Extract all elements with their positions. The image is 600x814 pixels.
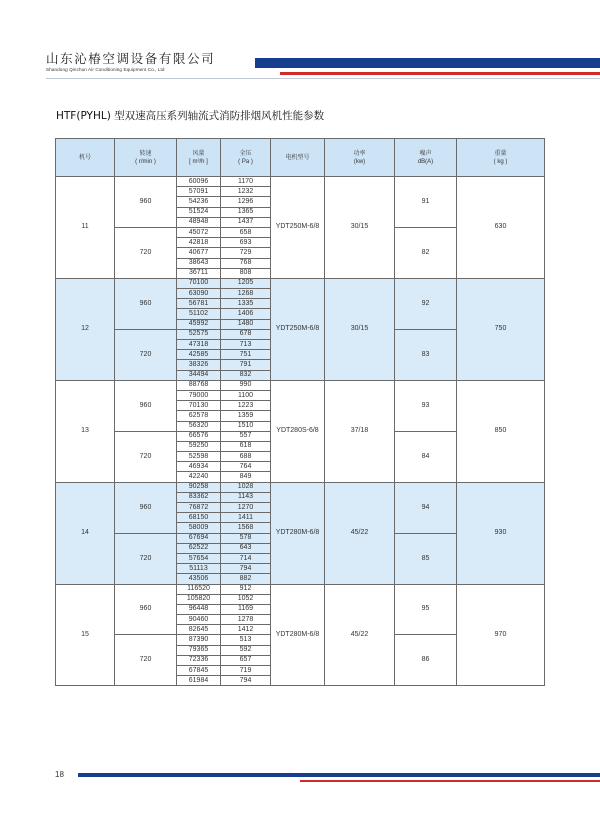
cell-airflow: 48948 xyxy=(177,217,221,227)
page-title: HTF(PYHL) 型双速高压系列轴流式消防排烟风机性能参数 xyxy=(56,110,325,122)
cell-airflow: 61984 xyxy=(177,676,221,686)
company-name-cn: 山东沁椿空调设备有限公司 xyxy=(46,51,216,66)
cell-airflow: 43506 xyxy=(177,574,221,584)
table-row xyxy=(56,584,545,594)
header-blue-stripe xyxy=(255,58,600,68)
cell-pressure: 658 xyxy=(221,227,271,237)
cell-pressure: 882 xyxy=(221,574,271,584)
cell-pressure: 1270 xyxy=(221,503,271,513)
cell-pressure: 990 xyxy=(221,380,271,390)
cell-pressure: 849 xyxy=(221,472,271,482)
cell-motor: YDT280M-6/8 xyxy=(271,482,325,584)
cell-airflow: 60096 xyxy=(177,177,221,187)
cell-pressure: 657 xyxy=(221,655,271,665)
cell-model: 12 xyxy=(56,278,115,380)
header-power: 功率 (kw) xyxy=(325,139,395,177)
cell-airflow: 59250 xyxy=(177,441,221,451)
cell-airflow: 87390 xyxy=(177,635,221,645)
cell-airflow: 67845 xyxy=(177,666,221,676)
cell-airflow: 67694 xyxy=(177,533,221,543)
cell-speed: 720 xyxy=(115,329,177,380)
cell-power: 30/15 xyxy=(325,278,395,380)
cell-airflow: 57654 xyxy=(177,553,221,563)
cell-pressure: 1412 xyxy=(221,625,271,635)
cell-power: 30/15 xyxy=(325,177,395,279)
cell-airflow: 90460 xyxy=(177,615,221,625)
cell-model: 14 xyxy=(56,482,115,584)
cell-noise: 84 xyxy=(395,431,457,482)
cell-weight: 630 xyxy=(457,177,545,279)
cell-pressure: 1028 xyxy=(221,482,271,492)
cell-pressure: 832 xyxy=(221,370,271,380)
cell-motor: YDT280M-6/8 xyxy=(271,584,325,686)
page-number: 18 xyxy=(55,770,64,779)
cell-airflow: 83362 xyxy=(177,492,221,502)
header-motor: 电机型号 xyxy=(271,139,325,177)
table-row xyxy=(56,177,545,187)
cell-pressure: 1411 xyxy=(221,513,271,523)
cell-pressure: 714 xyxy=(221,553,271,563)
cell-airflow: 52598 xyxy=(177,452,221,462)
cell-pressure: 1170 xyxy=(221,177,271,187)
cell-airflow: 57091 xyxy=(177,187,221,197)
cell-pressure: 751 xyxy=(221,350,271,360)
cell-pressure: 1169 xyxy=(221,604,271,614)
cell-weight: 930 xyxy=(457,482,545,584)
cell-speed: 720 xyxy=(115,533,177,584)
cell-airflow: 116520 xyxy=(177,584,221,594)
cell-airflow: 62578 xyxy=(177,411,221,421)
cell-noise: 94 xyxy=(395,482,457,533)
cell-pressure: 1278 xyxy=(221,615,271,625)
cell-airflow: 105820 xyxy=(177,594,221,604)
cell-pressure: 618 xyxy=(221,441,271,451)
cell-airflow: 51102 xyxy=(177,309,221,319)
cell-pressure: 791 xyxy=(221,360,271,370)
cell-motor: YDT250M-6/8 xyxy=(271,177,325,279)
cell-motor: YDT280S-6/8 xyxy=(271,380,325,482)
header-divider xyxy=(46,78,600,79)
cell-airflow: 47318 xyxy=(177,340,221,350)
cell-airflow: 58009 xyxy=(177,523,221,533)
cell-noise: 91 xyxy=(395,177,457,228)
cell-speed: 720 xyxy=(115,227,177,278)
cell-airflow: 68150 xyxy=(177,513,221,523)
cell-airflow: 42818 xyxy=(177,238,221,248)
header-noise: 噪声 dB(A) xyxy=(395,139,457,177)
cell-airflow: 56781 xyxy=(177,299,221,309)
header-weight: 重量 ( kg ) xyxy=(457,139,545,177)
cell-pressure: 729 xyxy=(221,248,271,258)
cell-model: 15 xyxy=(56,584,115,686)
cell-airflow: 79365 xyxy=(177,645,221,655)
footer-blue-stripe xyxy=(78,773,600,777)
cell-speed: 960 xyxy=(115,278,177,329)
cell-weight: 850 xyxy=(457,380,545,482)
cell-power: 37/18 xyxy=(325,380,395,482)
cell-pressure: 678 xyxy=(221,329,271,339)
cell-speed: 960 xyxy=(115,584,177,635)
cell-airflow: 70100 xyxy=(177,278,221,288)
cell-airflow: 38326 xyxy=(177,360,221,370)
company-name-en: Shandong Qinchun Air Conditioning Equipment Co., Ltd xyxy=(46,67,165,72)
table-body xyxy=(56,177,545,686)
cell-airflow: 63090 xyxy=(177,289,221,299)
cell-pressure: 1143 xyxy=(221,492,271,502)
cell-airflow: 70130 xyxy=(177,401,221,411)
cell-airflow: 56320 xyxy=(177,421,221,431)
cell-airflow: 72336 xyxy=(177,655,221,665)
cell-airflow: 34494 xyxy=(177,370,221,380)
cell-pressure: 1510 xyxy=(221,421,271,431)
cell-model: 13 xyxy=(56,380,115,482)
cell-airflow: 45992 xyxy=(177,319,221,329)
cell-speed: 720 xyxy=(115,431,177,482)
cell-airflow: 76872 xyxy=(177,503,221,513)
cell-pressure: 713 xyxy=(221,340,271,350)
cell-noise: 83 xyxy=(395,329,457,380)
cell-pressure: 768 xyxy=(221,258,271,268)
cell-power: 45/22 xyxy=(325,482,395,584)
cell-pressure: 1223 xyxy=(221,401,271,411)
cell-airflow: 51524 xyxy=(177,207,221,217)
cell-airflow: 82645 xyxy=(177,625,221,635)
cell-noise: 95 xyxy=(395,584,457,635)
header-speed: 转速 ( r/min ) xyxy=(115,139,177,177)
cell-pressure: 719 xyxy=(221,666,271,676)
cell-pressure: 808 xyxy=(221,268,271,278)
cell-weight: 750 xyxy=(457,278,545,380)
header-airflow: 风量 [ m³/h ] xyxy=(177,139,221,177)
cell-noise: 86 xyxy=(395,635,457,686)
table-row xyxy=(56,278,545,288)
cell-airflow: 46934 xyxy=(177,462,221,472)
cell-pressure: 1480 xyxy=(221,319,271,329)
cell-power: 45/22 xyxy=(325,584,395,686)
cell-noise: 85 xyxy=(395,533,457,584)
cell-pressure: 1359 xyxy=(221,411,271,421)
cell-pressure: 557 xyxy=(221,431,271,441)
cell-pressure: 592 xyxy=(221,645,271,655)
cell-airflow: 88768 xyxy=(177,380,221,390)
cell-speed: 720 xyxy=(115,635,177,686)
header-model: 机号 xyxy=(56,139,115,177)
cell-speed: 960 xyxy=(115,482,177,533)
cell-airflow: 90258 xyxy=(177,482,221,492)
header-red-stripe xyxy=(280,72,600,75)
cell-noise: 93 xyxy=(395,380,457,431)
cell-noise: 82 xyxy=(395,227,457,278)
cell-airflow: 62522 xyxy=(177,543,221,553)
cell-pressure: 1296 xyxy=(221,197,271,207)
cell-model: 11 xyxy=(56,177,115,279)
cell-pressure: 764 xyxy=(221,462,271,472)
cell-noise: 92 xyxy=(395,278,457,329)
cell-weight: 970 xyxy=(457,584,545,686)
cell-airflow: 66576 xyxy=(177,431,221,441)
cell-speed: 960 xyxy=(115,177,177,228)
cell-pressure: 1437 xyxy=(221,217,271,227)
cell-pressure: 643 xyxy=(221,543,271,553)
cell-pressure: 1365 xyxy=(221,207,271,217)
cell-airflow: 45072 xyxy=(177,227,221,237)
cell-airflow: 40677 xyxy=(177,248,221,258)
cell-pressure: 1100 xyxy=(221,390,271,400)
cell-pressure: 794 xyxy=(221,564,271,574)
cell-airflow: 96448 xyxy=(177,604,221,614)
performance-table xyxy=(55,138,545,686)
table-row xyxy=(56,482,545,492)
cell-airflow: 38643 xyxy=(177,258,221,268)
cell-airflow: 54236 xyxy=(177,197,221,207)
cell-pressure: 1406 xyxy=(221,309,271,319)
cell-pressure: 578 xyxy=(221,533,271,543)
cell-pressure: 794 xyxy=(221,676,271,686)
cell-airflow: 42585 xyxy=(177,350,221,360)
cell-airflow: 42240 xyxy=(177,472,221,482)
cell-pressure: 1052 xyxy=(221,594,271,604)
cell-speed: 960 xyxy=(115,380,177,431)
header-pressure: 全压 ( Pa ) xyxy=(221,139,271,177)
footer-red-stripe xyxy=(300,780,600,782)
cell-pressure: 1205 xyxy=(221,278,271,288)
cell-pressure: 1232 xyxy=(221,187,271,197)
cell-pressure: 513 xyxy=(221,635,271,645)
cell-pressure: 912 xyxy=(221,584,271,594)
cell-pressure: 693 xyxy=(221,238,271,248)
cell-airflow: 52575 xyxy=(177,329,221,339)
company-header xyxy=(46,52,215,73)
cell-airflow: 36711 xyxy=(177,268,221,278)
cell-pressure: 1335 xyxy=(221,299,271,309)
cell-airflow: 51113 xyxy=(177,564,221,574)
cell-pressure: 688 xyxy=(221,452,271,462)
cell-pressure: 1568 xyxy=(221,523,271,533)
cell-motor: YDT250M-6/8 xyxy=(271,278,325,380)
table-header-row xyxy=(56,139,545,177)
cell-pressure: 1268 xyxy=(221,289,271,299)
table-row xyxy=(56,380,545,390)
cell-airflow: 79000 xyxy=(177,390,221,400)
